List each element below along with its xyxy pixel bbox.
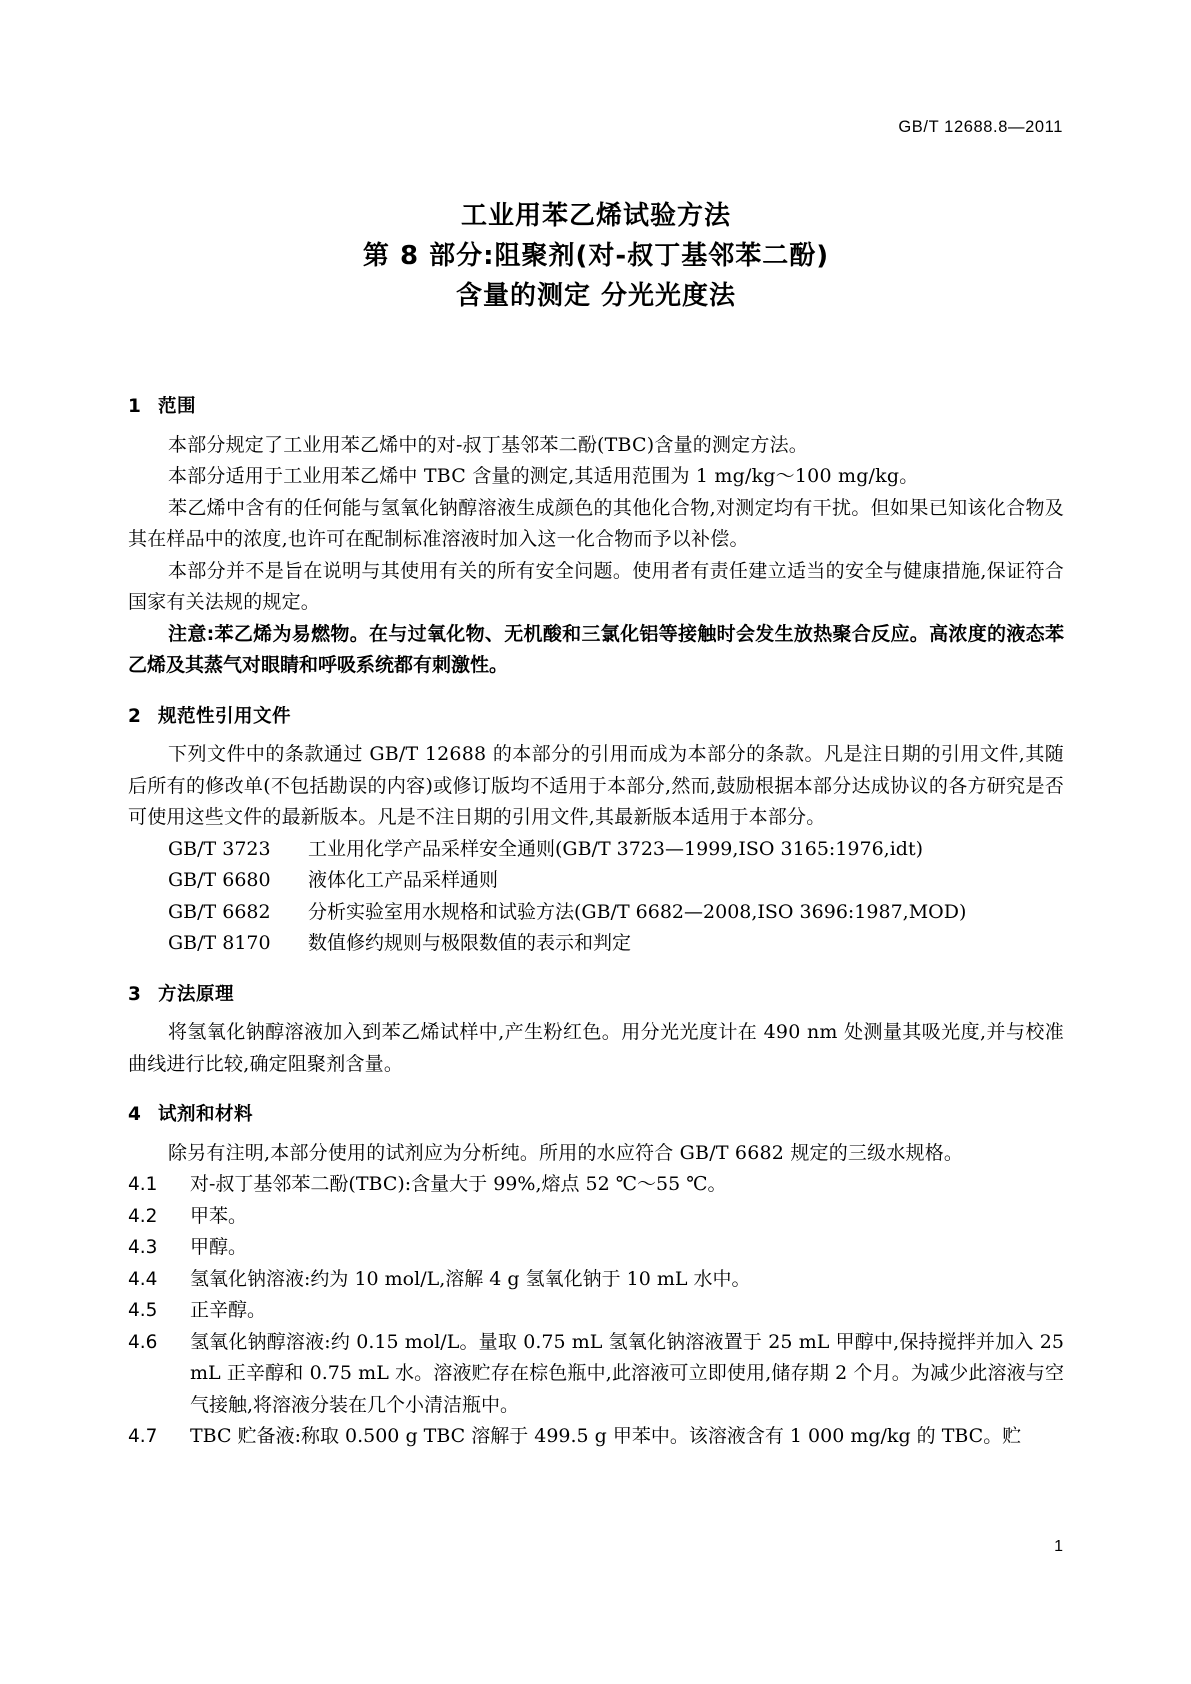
- clause-number-1: 1: [128, 396, 142, 417]
- subclause-number: 4.7: [128, 1426, 158, 1447]
- reference-title: 工业用化学产品采样安全通则(GB/T 3723—1999,ISO 3165:1976,idt): [308, 837, 923, 860]
- reference-code: GB/T 6680: [168, 869, 271, 891]
- list-item: [128, 1169, 1064, 1201]
- clause-heading-4: [128, 1099, 1064, 1131]
- subclause-text: 甲苯。: [190, 1204, 248, 1227]
- subclause-number: 4.6: [128, 1331, 158, 1353]
- clause-title-1: 范围: [158, 396, 197, 417]
- list-item: [128, 1264, 1064, 1296]
- clause-1-safety-note: 注意:苯乙烯为易燃物。在与过氧化物、无机酸和三氯化铝等接触时会发生放热聚合反应。高浓度的液态苯乙烯及其蒸气对眼睛和呼吸系统都有刺激性。: [128, 622, 1064, 676]
- clause-title-2: 规范性引用文件: [158, 705, 292, 727]
- clause-heading-2: [128, 701, 1064, 733]
- reagents-list: [128, 1169, 1064, 1453]
- subclause-number: 4.4: [128, 1268, 158, 1290]
- reference-code: GB/T 6682: [168, 900, 271, 923]
- page-number: 1: [1054, 1538, 1063, 1555]
- title-line-1: 工业用苯乙烯试验方法: [460, 201, 731, 231]
- list-item: [128, 1295, 1064, 1327]
- subclause-number: 4.5: [128, 1300, 158, 1321]
- reference-title: 分析实验室用水规格和试验方法(GB/T 6682—2008,ISO 3696:1987,MOD): [308, 900, 967, 923]
- list-item: [128, 1232, 1064, 1264]
- clause-2-paragraph-1: 下列文件中的条款通过 GB/T 12688 的本部分的引用而成为本部分的条款。凡是注日期的引用文件,其随后所有的修改单(不包括勘误的内容)或修订版均不适用于本部分,然而,鼓励根据本部分达成协议的各方研究是否可使用这些文件的最新版本。凡是不注日期的引用文件,其最新版本适用于本部分。: [128, 743, 1064, 828]
- list-item: [128, 928, 1064, 960]
- normative-references-list: [128, 834, 1064, 960]
- clause-heading-3: [128, 979, 1064, 1011]
- subclause-number: 4.3: [128, 1237, 158, 1258]
- title-line-3: 含量的测定 分光光度法: [455, 281, 737, 311]
- clause-title-4: 试剂和材料: [158, 1104, 254, 1125]
- clause-4-paragraph-1: 除另有注明,本部分使用的试剂应为分析纯。所用的水应符合 GB/T 6682 规定的三级水规格。: [168, 1141, 964, 1164]
- subclause-number: 4.1: [128, 1174, 158, 1195]
- clause-1-paragraph-1: 本部分规定了工业用苯乙烯中的对-叔丁基邻苯二酚(TBC)含量的测定方法。: [168, 433, 808, 456]
- title-line-2: 第 8 部分:阻聚剂(对-叔丁基邻苯二酚): [362, 241, 830, 271]
- list-item: [128, 865, 1064, 897]
- clause-number-3: 3: [128, 983, 142, 1005]
- subclause-text: 氢氧化钠醇溶液:约 0.15 mol/L。量取 0.75 mL 氢氧化钠溶液置于 25 mL 甲醇中,保持搅拌并加入 25 mL 正辛醇和 0.75 mL 水。溶液贮存在棕色瓶中,此溶液可立即使用,储存期 2 个月。为减少此溶液与空气接触,将溶液分装在几个小清洁瓶中。: [190, 1330, 1064, 1416]
- document-title: [128, 196, 1064, 316]
- clause-number-2: 2: [128, 705, 142, 727]
- clause-heading-1: [128, 391, 1064, 423]
- subclause-text: 氢氧化钠溶液:约为 10 mol/L,溶解 4 g 氢氧化钠于 10 mL 水中。: [190, 1267, 751, 1290]
- list-item: [128, 1421, 1064, 1453]
- clause-title-3: 方法原理: [158, 983, 235, 1005]
- list-item: [128, 1327, 1064, 1422]
- standard-number: GB/T 12688.8—2011: [898, 118, 1063, 136]
- subclause-text: 对-叔丁基邻苯二酚(TBC):含量大于 99%,熔点 52 ℃～55 ℃。: [190, 1173, 727, 1195]
- reference-title: 数值修约规则与极限数值的表示和判定: [308, 932, 632, 954]
- reference-title: 液体化工产品采样通则: [308, 869, 499, 891]
- subclause-text: TBC 贮备液:称取 0.500 g TBC 溶解于 499.5 g 甲苯中。该溶液含有 1 000 mg/kg 的 TBC。贮: [190, 1425, 1022, 1447]
- reference-code: GB/T 8170: [168, 932, 271, 954]
- subclause-text: 正辛醇。: [190, 1299, 267, 1321]
- clause-1-paragraph-3: 苯乙烯中含有的任何能与氢氧化钠醇溶液生成颜色的其他化合物,对测定均有干扰。但如果已知该化合物及其在样品中的浓度,也许可在配制标准溶液时加入这一化合物而予以补偿。: [128, 496, 1064, 550]
- list-item: [128, 1201, 1064, 1233]
- clause-3-paragraph-1: 将氢氧化钠醇溶液加入到苯乙烯试样中,产生粉红色。用分光光度计在 490 nm 处测量其吸光度,并与校准曲线进行比较,确定阻聚剂含量。: [128, 1021, 1064, 1075]
- list-item: [128, 834, 1064, 866]
- clause-1-paragraph-2: 本部分适用于工业用苯乙烯中 TBC 含量的测定,其适用范围为 1 mg/kg～100 mg/kg。: [168, 465, 919, 487]
- subclause-text: 甲醇。: [190, 1236, 248, 1258]
- clause-1-paragraph-4: 本部分并不是旨在说明与其使用有关的所有安全问题。使用者有责任建立适当的安全与健康措施,保证符合国家有关法规的规定。: [128, 559, 1064, 613]
- document-body: [128, 372, 1064, 1453]
- reference-code: GB/T 3723: [168, 837, 271, 860]
- list-item: [128, 897, 1064, 929]
- subclause-number: 4.2: [128, 1205, 158, 1227]
- clause-number-4: 4: [128, 1104, 142, 1125]
